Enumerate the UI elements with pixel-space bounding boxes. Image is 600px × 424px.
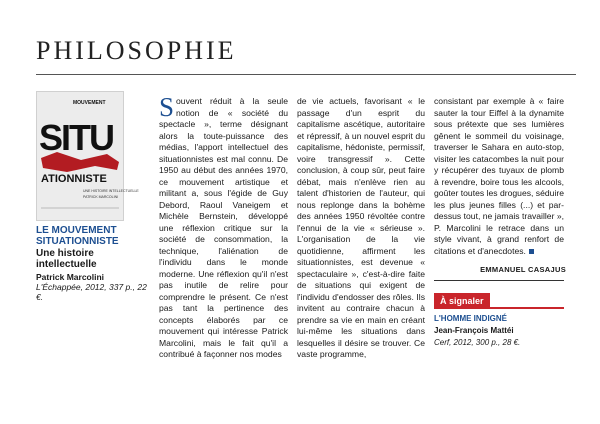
cover-subtitle: UNE HISTOIRE INTELLECTUELLE [83,189,139,193]
book-author: Patrick Marcolini [36,272,105,282]
dropcap: S [159,92,175,122]
end-mark [529,249,534,254]
a-signaler-badge: À signaler [434,293,490,309]
section-rubric: PHILOSOPHIE [36,36,237,65]
book-subtitle: Une histoire intellectuelle [36,248,97,270]
article-column-1 [159,92,288,361]
book-publisher: L'Échappée, 2012, 337 p., 22 €. [36,282,147,302]
column-3-text: consistant par exemple à « faire sauter la tour Eiffel à la dynamite sous prétexte que ses lumières gênent le sommeil du voisinage, traverser le Sahara en auto-stop, visiter les catacombes la nuit pour y récupérer des tuyaux de plomb à revendre, boire tous les alcools, goûter toutes les drogues, séduire les plus jeunes filles (...) et par-dessus tout, ne jamais travailler », P. Marcolini le retrace dans un style vivant, à grand renfort de citations et d'anecdotes. [434,96,564,256]
cover-word: ATIONNISTE [41,173,107,185]
recommendation-title: L'HOMME INDIGNÉ [434,314,508,323]
book-title: LE MOUVEMENT SITUATIONNISTE [36,225,119,247]
signature-divider [434,280,564,281]
cover-big-letters: SITU [39,117,114,158]
book-info [36,225,156,302]
author-signature: EMMANUEL CASAJUS [480,265,566,274]
recommendation-author: Jean-François Mattéi [434,326,514,335]
cover-author: PATRICK MARCOLINI [83,195,119,199]
article-column-3 [434,96,564,257]
book-cover-image [36,91,139,221]
column-1-text: ouvent réduit à la seule notion de « société du spectacle », terme désignant alors la toute-puissance des médias, l'apport intellectuel des situationnistes est mal connu. De 1950 au début des années 1970, ce mouvement artistique et militant a, sous l'égide de Guy Debord, Raoul Vaneigem et Michèle Bernstein, développé une réflexion critique sur la société de consommation, la technique, l'aliénation de l'individu dans le monde moderne. Une réflexion qu'il n'est pas inutile de relire pour comprendre le présent. Ce n'est pas tant la pertinence des concepts élaborés par ce mouvement qui intéresse Patrick Marcolini, mais le fait qu'il a contribué à façonner nos modes [159,96,288,359]
cover-caption: MOUVEMENT [73,100,106,106]
column-2-text: de vie actuels, favorisant « le passage d'un esprit du capitalisme ascétique, autoritaire et répressif, à un nouvel esprit du capitalisme, hédoniste, permissif, voire transgressif ». Cette conclusion, à coup sûr, peut faire débat, mais n'enlève rien au talent d'historien de l'auteur, qui nous replonge dans la bohème des années 1950 révoltée contre l'ennui de la vie « sérieuse ». L'organisation de la vie quotidienne, affirment les situationnistes, est devenue « spectaculaire », c'est-à-dire faite de situations qui exigent de l'individu d'endosser des rôles. Ils invitent au contraire chacun à prendre sa vie en main en créant lui-même les situations dans lesquelles il désire se trouver. Ce vaste programme, [297,96,425,359]
article-column-2 [297,96,425,361]
recommendation-publisher: Cerf, 2012, 300 p., 28 €. [434,338,521,347]
badge-divider [434,307,564,309]
section-divider [36,74,576,75]
